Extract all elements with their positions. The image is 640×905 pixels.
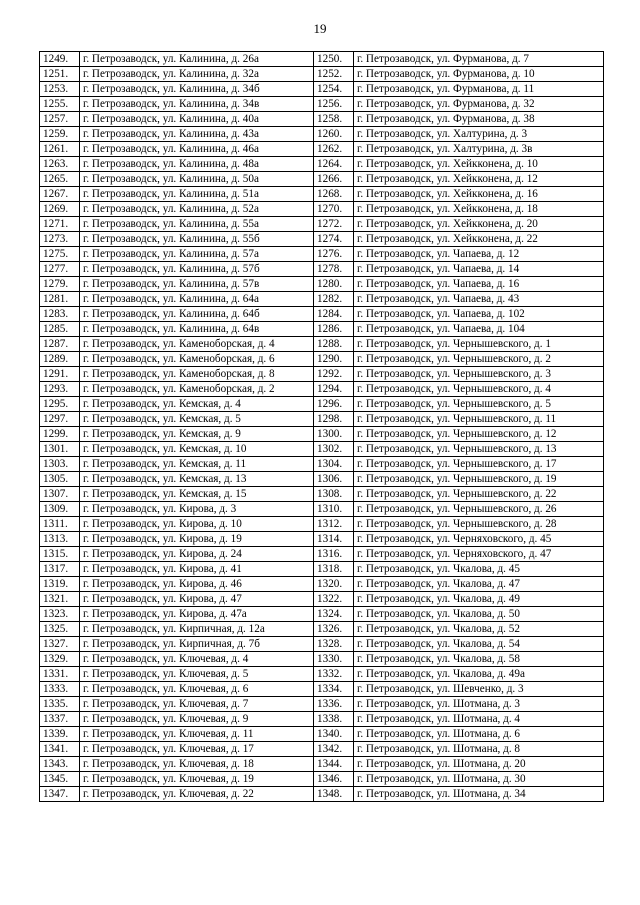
row-number-right: 1270.	[314, 202, 354, 217]
row-number-left: 1313.	[40, 532, 80, 547]
row-number-left: 1343.	[40, 757, 80, 772]
address-right: г. Петрозаводск, ул. Чкалова, д. 58	[354, 652, 604, 667]
row-number-left: 1261.	[40, 142, 80, 157]
table-row	[40, 682, 604, 697]
row-number-right: 1260.	[314, 127, 354, 142]
row-number-right: 1284.	[314, 307, 354, 322]
address-left: г. Петрозаводск, ул. Калинина, д. 34в	[80, 97, 314, 112]
row-number-left: 1327.	[40, 637, 80, 652]
row-number-left: 1309.	[40, 502, 80, 517]
address-left: г. Петрозаводск, ул. Кирова, д. 24	[80, 547, 314, 562]
address-left: г. Петрозаводск, ул. Калинина, д. 48а	[80, 157, 314, 172]
address-left: г. Петрозаводск, ул. Калинина, д. 26а	[80, 52, 314, 67]
address-left: г. Петрозаводск, ул. Ключевая, д. 6	[80, 682, 314, 697]
address-right: г. Петрозаводск, ул. Чернышевского, д. 22	[354, 487, 604, 502]
address-right: г. Петрозаводск, ул. Шотмана, д. 34	[354, 787, 604, 802]
address-left: г. Петрозаводск, ул. Калинина, д. 34б	[80, 82, 314, 97]
address-right: г. Петрозаводск, ул. Фурманова, д. 10	[354, 67, 604, 82]
row-number-left: 1317.	[40, 562, 80, 577]
address-right: г. Петрозаводск, ул. Черняховского, д. 45	[354, 532, 604, 547]
address-right: г. Петрозаводск, ул. Хейкконена, д. 22	[354, 232, 604, 247]
row-number-right: 1288.	[314, 337, 354, 352]
row-number-left: 1337.	[40, 712, 80, 727]
row-number-right: 1268.	[314, 187, 354, 202]
row-number-right: 1292.	[314, 367, 354, 382]
address-right: г. Петрозаводск, ул. Фурманова, д. 32	[354, 97, 604, 112]
address-right: г. Петрозаводск, ул. Чапаева, д. 14	[354, 262, 604, 277]
address-right: г. Петрозаводск, ул. Чапаева, д. 12	[354, 247, 604, 262]
row-number-right: 1274.	[314, 232, 354, 247]
address-left: г. Петрозаводск, ул. Кемская, д. 4	[80, 397, 314, 412]
address-right: г. Петрозаводск, ул. Чернышевского, д. 13	[354, 442, 604, 457]
address-left: г. Петрозаводск, ул. Калинина, д. 50а	[80, 172, 314, 187]
row-number-right: 1290.	[314, 352, 354, 367]
page-number: 19	[313, 21, 327, 36]
address-left: г. Петрозаводск, ул. Калинина, д. 57в	[80, 277, 314, 292]
address-table	[39, 51, 604, 802]
address-right: г. Петрозаводск, ул. Чапаева, д. 16	[354, 277, 604, 292]
address-right: г. Петрозаводск, ул. Шотмана, д. 8	[354, 742, 604, 757]
address-right: г. Петрозаводск, ул. Чкалова, д. 47	[354, 577, 604, 592]
address-right: г. Петрозаводск, ул. Чапаева, д. 102	[354, 307, 604, 322]
address-left: г. Петрозаводск, ул. Калинина, д. 57б	[80, 262, 314, 277]
address-right: г. Петрозаводск, ул. Чкалова, д. 50	[354, 607, 604, 622]
table-row	[40, 277, 604, 292]
table-row	[40, 742, 604, 757]
row-number-left: 1335.	[40, 697, 80, 712]
row-number-left: 1325.	[40, 622, 80, 637]
address-right: г. Петрозаводск, ул. Хейкконена, д. 12	[354, 172, 604, 187]
table-row	[40, 67, 604, 82]
row-number-right: 1308.	[314, 487, 354, 502]
row-number-left: 1341.	[40, 742, 80, 757]
row-number-left: 1263.	[40, 157, 80, 172]
table-row	[40, 652, 604, 667]
table-row	[40, 637, 604, 652]
row-number-right: 1262.	[314, 142, 354, 157]
row-number-right: 1272.	[314, 217, 354, 232]
row-number-left: 1299.	[40, 427, 80, 442]
address-right: г. Петрозаводск, ул. Чернышевского, д. 3	[354, 367, 604, 382]
address-left: г. Петрозаводск, ул. Калинина, д. 55б	[80, 232, 314, 247]
row-number-right: 1318.	[314, 562, 354, 577]
table-row	[40, 457, 604, 472]
table-row	[40, 367, 604, 382]
address-left: г. Петрозаводск, ул. Ключевая, д. 17	[80, 742, 314, 757]
address-right: г. Петрозаводск, ул. Шотмана, д. 4	[354, 712, 604, 727]
address-left: г. Петрозаводск, ул. Ключевая, д. 9	[80, 712, 314, 727]
address-left: г. Петрозаводск, ул. Калинина, д. 55а	[80, 217, 314, 232]
address-right: г. Петрозаводск, ул. Чернышевского, д. 26	[354, 502, 604, 517]
row-number-left: 1281.	[40, 292, 80, 307]
row-number-right: 1344.	[314, 757, 354, 772]
row-number-right: 1282.	[314, 292, 354, 307]
row-number-right: 1264.	[314, 157, 354, 172]
table-row	[40, 427, 604, 442]
table-row	[40, 697, 604, 712]
row-number-left: 1257.	[40, 112, 80, 127]
address-left: г. Петрозаводск, ул. Калинина, д. 40а	[80, 112, 314, 127]
table-row	[40, 727, 604, 742]
address-left: г. Петрозаводск, ул. Ключевая, д. 5	[80, 667, 314, 682]
address-left: г. Петрозаводск, ул. Ключевая, д. 19	[80, 772, 314, 787]
row-number-right: 1296.	[314, 397, 354, 412]
address-left: г. Петрозаводск, ул. Калинина, д. 46а	[80, 142, 314, 157]
row-number-left: 1259.	[40, 127, 80, 142]
table-row	[40, 202, 604, 217]
table-row	[40, 322, 604, 337]
address-right: г. Петрозаводск, ул. Халтурина, д. 3в	[354, 142, 604, 157]
address-right: г. Петрозаводск, ул. Шотмана, д. 20	[354, 757, 604, 772]
table-row	[40, 562, 604, 577]
address-left: г. Петрозаводск, ул. Ключевая, д. 7	[80, 697, 314, 712]
address-right: г. Петрозаводск, ул. Шотмана, д. 30	[354, 772, 604, 787]
row-number-left: 1285.	[40, 322, 80, 337]
row-number-right: 1310.	[314, 502, 354, 517]
row-number-right: 1300.	[314, 427, 354, 442]
address-right: г. Петрозаводск, ул. Чапаева, д. 43	[354, 292, 604, 307]
table-row	[40, 97, 604, 112]
table-row	[40, 157, 604, 172]
address-right: г. Петрозаводск, ул. Чкалова, д. 49	[354, 592, 604, 607]
table-row	[40, 757, 604, 772]
address-left: г. Петрозаводск, ул. Ключевая, д. 22	[80, 787, 314, 802]
table-row	[40, 247, 604, 262]
address-right: г. Петрозаводск, ул. Фурманова, д. 11	[354, 82, 604, 97]
row-number-right: 1322.	[314, 592, 354, 607]
address-right: г. Петрозаводск, ул. Чернышевского, д. 19	[354, 472, 604, 487]
address-left: г. Петрозаводск, ул. Калинина, д. 51а	[80, 187, 314, 202]
address-left: г. Петрозаводск, ул. Каменоборская, д. 8	[80, 367, 314, 382]
address-left: г. Петрозаводск, ул. Кемская, д. 15	[80, 487, 314, 502]
row-number-right: 1306.	[314, 472, 354, 487]
address-right: г. Петрозаводск, ул. Хейкконена, д. 20	[354, 217, 604, 232]
table-row	[40, 412, 604, 427]
table-row	[40, 607, 604, 622]
row-number-right: 1250.	[314, 52, 354, 67]
address-right: г. Петрозаводск, ул. Чернышевского, д. 5	[354, 397, 604, 412]
address-right: г. Петрозаводск, ул. Чернышевского, д. 4	[354, 382, 604, 397]
row-number-right: 1328.	[314, 637, 354, 652]
address-left: г. Петрозаводск, ул. Ключевая, д. 18	[80, 757, 314, 772]
table-row	[40, 442, 604, 457]
row-number-left: 1329.	[40, 652, 80, 667]
address-right: г. Петрозаводск, ул. Чкалова, д. 45	[354, 562, 604, 577]
address-left: г. Петрозаводск, ул. Кемская, д. 13	[80, 472, 314, 487]
row-number-left: 1275.	[40, 247, 80, 262]
row-number-left: 1303.	[40, 457, 80, 472]
row-number-right: 1334.	[314, 682, 354, 697]
row-number-right: 1346.	[314, 772, 354, 787]
address-right: г. Петрозаводск, ул. Фурманова, д. 38	[354, 112, 604, 127]
address-left: г. Петрозаводск, ул. Кемская, д. 5	[80, 412, 314, 427]
table-row	[40, 232, 604, 247]
address-left: г. Петрозаводск, ул. Кирова, д. 19	[80, 532, 314, 547]
table-row	[40, 172, 604, 187]
table-row	[40, 787, 604, 802]
row-number-left: 1311.	[40, 517, 80, 532]
table-row	[40, 382, 604, 397]
table-row	[40, 517, 604, 532]
row-number-right: 1298.	[314, 412, 354, 427]
address-right: г. Петрозаводск, ул. Чернышевского, д. 28	[354, 517, 604, 532]
table-row	[40, 547, 604, 562]
address-left: г. Петрозаводск, ул. Каменоборская, д. 2	[80, 382, 314, 397]
row-number-left: 1297.	[40, 412, 80, 427]
table-row	[40, 772, 604, 787]
row-number-left: 1269.	[40, 202, 80, 217]
address-right: г. Петрозаводск, ул. Хейкконена, д. 18	[354, 202, 604, 217]
row-number-left: 1277.	[40, 262, 80, 277]
address-left: г. Петрозаводск, ул. Кирова, д. 41	[80, 562, 314, 577]
row-number-right: 1256.	[314, 97, 354, 112]
row-number-right: 1320.	[314, 577, 354, 592]
row-number-left: 1251.	[40, 67, 80, 82]
address-right: г. Петрозаводск, ул. Шотмана, д. 6	[354, 727, 604, 742]
row-number-left: 1347.	[40, 787, 80, 802]
row-number-right: 1312.	[314, 517, 354, 532]
row-number-right: 1342.	[314, 742, 354, 757]
address-right: г. Петрозаводск, ул. Халтурина, д. 3	[354, 127, 604, 142]
table-row	[40, 262, 604, 277]
address-right: г. Петрозаводск, ул. Чкалова, д. 49а	[354, 667, 604, 682]
row-number-left: 1271.	[40, 217, 80, 232]
address-left: г. Петрозаводск, ул. Кирова, д. 47	[80, 592, 314, 607]
address-left: г. Петрозаводск, ул. Калинина, д. 64в	[80, 322, 314, 337]
address-left: г. Петрозаводск, ул. Ключевая, д. 11	[80, 727, 314, 742]
row-number-left: 1293.	[40, 382, 80, 397]
row-number-right: 1314.	[314, 532, 354, 547]
address-right: г. Петрозаводск, ул. Чернышевского, д. 11	[354, 412, 604, 427]
row-number-right: 1332.	[314, 667, 354, 682]
address-left: г. Петрозаводск, ул. Ключевая, д. 4	[80, 652, 314, 667]
row-number-right: 1252.	[314, 67, 354, 82]
row-number-right: 1324.	[314, 607, 354, 622]
table-row	[40, 472, 604, 487]
address-right: г. Петрозаводск, ул. Чкалова, д. 54	[354, 637, 604, 652]
row-number-right: 1316.	[314, 547, 354, 562]
table-row	[40, 712, 604, 727]
row-number-left: 1273.	[40, 232, 80, 247]
address-left: г. Петрозаводск, ул. Калинина, д. 64б	[80, 307, 314, 322]
row-number-left: 1331.	[40, 667, 80, 682]
address-left: г. Петрозаводск, ул. Калинина, д. 52а	[80, 202, 314, 217]
row-number-right: 1278.	[314, 262, 354, 277]
table-row	[40, 352, 604, 367]
row-number-right: 1338.	[314, 712, 354, 727]
row-number-right: 1336.	[314, 697, 354, 712]
table-row	[40, 217, 604, 232]
address-right: г. Петрозаводск, ул. Хейкконена, д. 10	[354, 157, 604, 172]
table-row	[40, 502, 604, 517]
row-number-right: 1276.	[314, 247, 354, 262]
table-row	[40, 667, 604, 682]
address-left: г. Петрозаводск, ул. Кирова, д. 3	[80, 502, 314, 517]
address-left: г. Петрозаводск, ул. Кемская, д. 9	[80, 427, 314, 442]
row-number-left: 1291.	[40, 367, 80, 382]
row-number-right: 1266.	[314, 172, 354, 187]
row-number-left: 1315.	[40, 547, 80, 562]
table-row	[40, 622, 604, 637]
address-left: г. Петрозаводск, ул. Кирова, д. 10	[80, 517, 314, 532]
address-left: г. Петрозаводск, ул. Кемская, д. 11	[80, 457, 314, 472]
address-right: г. Петрозаводск, ул. Чапаева, д. 104	[354, 322, 604, 337]
table-row	[40, 592, 604, 607]
table-row	[40, 187, 604, 202]
table-row	[40, 487, 604, 502]
row-number-left: 1345.	[40, 772, 80, 787]
address-right: г. Петрозаводск, ул. Чернышевского, д. 12	[354, 427, 604, 442]
row-number-right: 1304.	[314, 457, 354, 472]
table-row	[40, 112, 604, 127]
address-left: г. Петрозаводск, ул. Каменоборская, д. 6	[80, 352, 314, 367]
row-number-left: 1249.	[40, 52, 80, 67]
row-number-left: 1255.	[40, 97, 80, 112]
address-right: г. Петрозаводск, ул. Шевченко, д. 3	[354, 682, 604, 697]
address-right: г. Петрозаводск, ул. Чернышевского, д. 17	[354, 457, 604, 472]
table-row	[40, 292, 604, 307]
table-row	[40, 307, 604, 322]
table-row	[40, 52, 604, 67]
table-row	[40, 142, 604, 157]
row-number-left: 1287.	[40, 337, 80, 352]
table-row	[40, 532, 604, 547]
table-row	[40, 337, 604, 352]
address-right: г. Петрозаводск, ул. Чернышевского, д. 2	[354, 352, 604, 367]
address-right: г. Петрозаводск, ул. Хейкконена, д. 16	[354, 187, 604, 202]
table-row	[40, 397, 604, 412]
address-right: г. Петрозаводск, ул. Фурманова, д. 7	[354, 52, 604, 67]
address-left: г. Петрозаводск, ул. Калинина, д. 57а	[80, 247, 314, 262]
row-number-right: 1326.	[314, 622, 354, 637]
row-number-right: 1294.	[314, 382, 354, 397]
row-number-left: 1319.	[40, 577, 80, 592]
row-number-left: 1339.	[40, 727, 80, 742]
address-left: г. Петрозаводск, ул. Калинина, д. 64а	[80, 292, 314, 307]
row-number-left: 1279.	[40, 277, 80, 292]
row-number-left: 1267.	[40, 187, 80, 202]
address-left: г. Петрозаводск, ул. Кирова, д. 46	[80, 577, 314, 592]
address-right: г. Петрозаводск, ул. Чернышевского, д. 1	[354, 337, 604, 352]
row-number-left: 1307.	[40, 487, 80, 502]
row-number-left: 1265.	[40, 172, 80, 187]
address-table-body	[40, 52, 604, 802]
table-row	[40, 127, 604, 142]
row-number-right: 1258.	[314, 112, 354, 127]
row-number-left: 1289.	[40, 352, 80, 367]
row-number-left: 1295.	[40, 397, 80, 412]
row-number-left: 1321.	[40, 592, 80, 607]
address-right: г. Петрозаводск, ул. Черняховского, д. 47	[354, 547, 604, 562]
address-left: г. Петрозаводск, ул. Каменоборская, д. 4	[80, 337, 314, 352]
table-row	[40, 82, 604, 97]
row-number-left: 1301.	[40, 442, 80, 457]
address-left: г. Петрозаводск, ул. Калинина, д. 43а	[80, 127, 314, 142]
address-left: г. Петрозаводск, ул. Кемская, д. 10	[80, 442, 314, 457]
table-row	[40, 577, 604, 592]
row-number-right: 1330.	[314, 652, 354, 667]
row-number-left: 1333.	[40, 682, 80, 697]
row-number-left: 1253.	[40, 82, 80, 97]
row-number-right: 1340.	[314, 727, 354, 742]
address-right: г. Петрозаводск, ул. Шотмана, д. 3	[354, 697, 604, 712]
row-number-right: 1302.	[314, 442, 354, 457]
address-left: г. Петрозаводск, ул. Кирпичная, д. 7б	[80, 637, 314, 652]
address-right: г. Петрозаводск, ул. Чкалова, д. 52	[354, 622, 604, 637]
address-left: г. Петрозаводск, ул. Кирпичная, д. 12а	[80, 622, 314, 637]
address-left: г. Петрозаводск, ул. Кирова, д. 47а	[80, 607, 314, 622]
row-number-right: 1280.	[314, 277, 354, 292]
row-number-left: 1323.	[40, 607, 80, 622]
row-number-right: 1348.	[314, 787, 354, 802]
row-number-right: 1286.	[314, 322, 354, 337]
row-number-left: 1305.	[40, 472, 80, 487]
row-number-right: 1254.	[314, 82, 354, 97]
address-left: г. Петрозаводск, ул. Калинина, д. 32а	[80, 67, 314, 82]
row-number-left: 1283.	[40, 307, 80, 322]
